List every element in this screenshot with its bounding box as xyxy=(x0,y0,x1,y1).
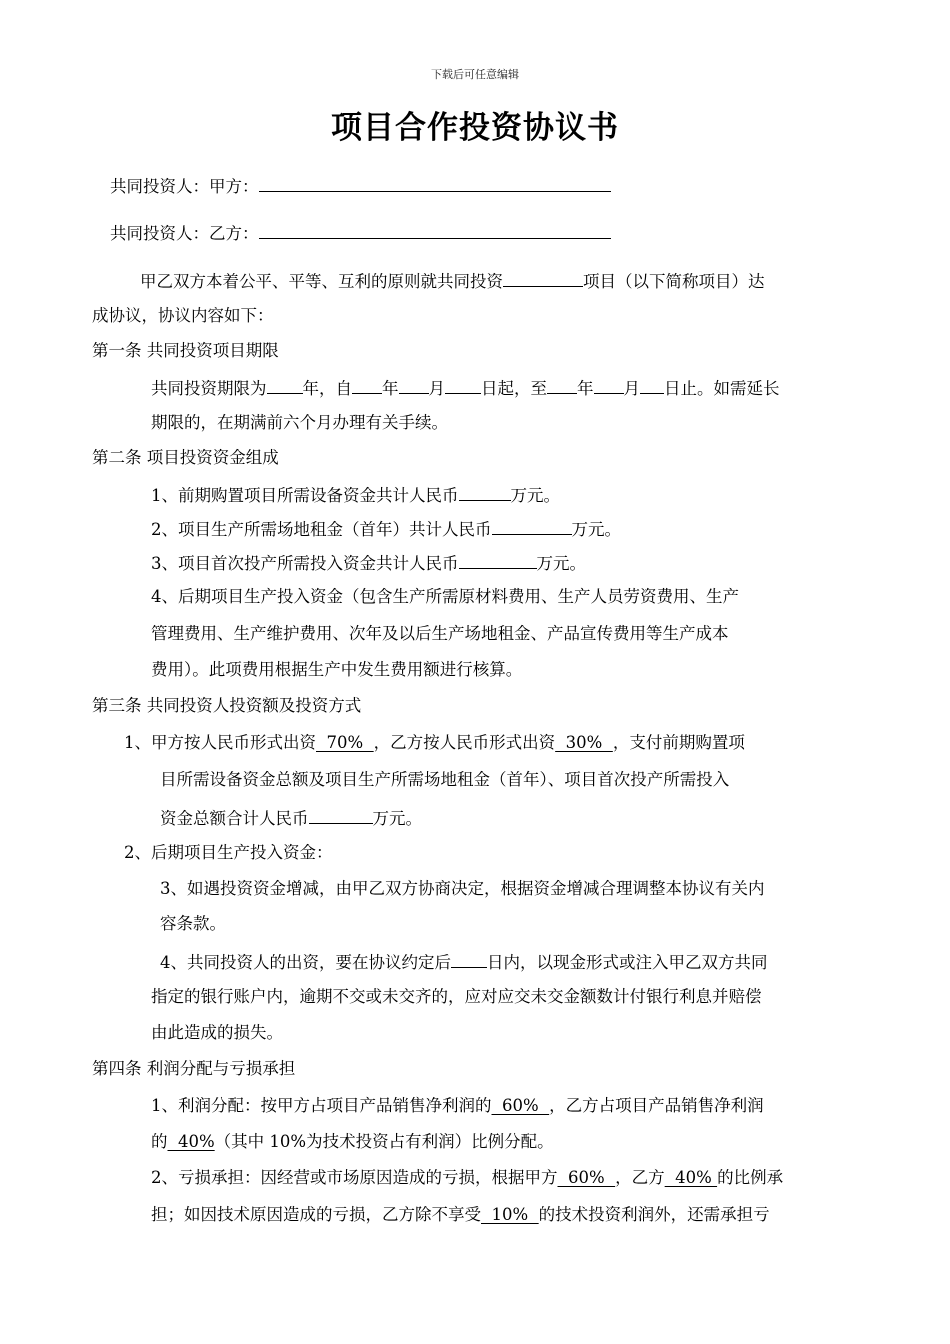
article-3-item-3-line-2: 容条款。 xyxy=(160,914,226,933)
text: 1、利润分配：按甲方占项目产品销售净利润的 xyxy=(151,1096,492,1115)
article-4-heading: 第四条 利润分配与亏损承担 xyxy=(92,1059,296,1078)
project-name-field[interactable] xyxy=(503,267,583,287)
article-4-item-1-line-1 xyxy=(151,1094,764,1118)
party-a-line xyxy=(110,172,611,199)
start-month-field[interactable] xyxy=(399,374,429,394)
text: 日止。如需延长 xyxy=(664,379,780,398)
party-b-share: 30% xyxy=(555,733,613,752)
payment-days-field[interactable] xyxy=(451,948,487,968)
text: ，支付前期购置项 xyxy=(612,733,745,752)
article-2-item-1 xyxy=(151,481,560,508)
article-3-heading: 第三条 共同投资人投资额及投资方式 xyxy=(92,696,362,715)
article-2-item-4-line-1: 4、后期项目生产投入资金（包含生产所需原材料费用、生产人员劳资费用、生产 xyxy=(151,587,739,606)
article-3-item-2: 2、后期项目生产投入资金： xyxy=(124,843,333,862)
text: 1、甲方按人民币形式出资 xyxy=(124,733,316,752)
initial-production-amount-field[interactable] xyxy=(459,549,537,569)
party-b-field[interactable] xyxy=(259,219,611,239)
text: 资金总额合计人民币 xyxy=(160,809,309,828)
text: 4、共同投资人的出资，要在协议约定后 xyxy=(160,953,451,972)
text: 共同投资期限为 xyxy=(151,379,267,398)
text: 年 xyxy=(577,379,594,398)
header-note: 下载后可任意编辑 xyxy=(431,68,519,81)
end-day-field[interactable] xyxy=(640,374,664,394)
article-3-item-1-line-1 xyxy=(124,731,745,755)
article-3-item-1-line-3 xyxy=(160,804,422,831)
equipment-amount-field[interactable] xyxy=(459,481,511,501)
party-a-loss-share: 60% xyxy=(557,1168,616,1187)
start-year-field[interactable] xyxy=(352,374,382,394)
intro-text: 项目（以下简称项目）达 xyxy=(583,272,765,291)
document-title: 项目合作投资协议书 xyxy=(331,110,619,146)
article-3-item-1-line-2: 目所需设备资金总额及项目生产所需场地租金（首年）、项目首次投产所需投入 xyxy=(160,770,730,789)
article-4-item-2-line-2 xyxy=(151,1203,770,1227)
text: 年 xyxy=(382,379,399,398)
rent-amount-field[interactable] xyxy=(492,515,572,535)
text: ，乙方按人民币形式出资 xyxy=(373,733,556,752)
article-1-heading: 第一条 共同投资项目期限 xyxy=(92,341,279,360)
article-1-line-2: 期限的，在期满前六个月办理有关手续。 xyxy=(151,413,448,432)
article-4-item-1-line-2 xyxy=(151,1130,554,1154)
party-b-profit-share: 40% xyxy=(167,1132,215,1151)
intro-line-2: 成协议，协议内容如下： xyxy=(92,306,274,325)
text: 万元。 xyxy=(372,809,422,828)
article-1-line-1 xyxy=(151,374,780,401)
text: 月 xyxy=(428,379,445,398)
party-b-line xyxy=(110,219,611,246)
text: 日内，以现金形式或注入甲乙双方共同 xyxy=(487,953,768,972)
end-month-field[interactable] xyxy=(594,374,624,394)
party-a-share: 70% xyxy=(316,733,374,752)
article-3-item-3-line-1: 3、如遇投资资金增减，由甲乙双方协商决定，根据资金增减合理调整本协议有关内 xyxy=(160,879,765,898)
party-a-field[interactable] xyxy=(259,172,611,192)
party-b-loss-share: 40% xyxy=(664,1168,718,1187)
article-3-item-4-line-1 xyxy=(160,948,768,975)
article-2-item-4-line-2: 管理费用、生产维护费用、次年及以后生产场地租金、产品宣传费用等生产成本 xyxy=(151,624,729,643)
article-2-heading: 第二条 项目投资资金组成 xyxy=(92,448,279,467)
text: ，乙方占项目产品销售净利润 xyxy=(549,1096,764,1115)
intro-text: 甲乙双方本着公平、平等、互利的原则就共同投资 xyxy=(140,272,503,291)
text: 日起，至 xyxy=(481,379,547,398)
text: ，乙方 xyxy=(615,1168,665,1187)
text: （其中 10%为技术投资占有利润）比例分配。 xyxy=(214,1132,554,1151)
text: 的比例承 xyxy=(717,1168,784,1187)
start-day-field[interactable] xyxy=(445,374,481,394)
term-years-field[interactable] xyxy=(267,374,303,394)
text: 2、亏损承担：因经营或市场原因造成的亏损，根据甲方 xyxy=(151,1168,558,1187)
article-2-item-3 xyxy=(151,549,586,576)
article-3-item-4-line-3: 由此造成的损失。 xyxy=(151,1023,283,1042)
article-3-item-4-line-2: 指定的银行账户内，逾期不交或未交齐的，应对应交未交金额数计付银行利息并赔偿 xyxy=(151,987,762,1006)
party-b-label: 共同投资人：乙方： xyxy=(110,224,259,243)
text: 的技术投资利润外，还需承担亏 xyxy=(538,1205,770,1224)
total-amount-field[interactable] xyxy=(309,804,373,824)
text: 1、前期购置项目所需设备资金共计人民币 xyxy=(151,486,459,505)
article-4-item-2-line-1 xyxy=(151,1166,783,1190)
text: 年，自 xyxy=(302,379,352,398)
tech-profit-share: 10% xyxy=(481,1205,539,1224)
intro-line-1 xyxy=(140,267,765,294)
party-a-label: 共同投资人：甲方： xyxy=(110,177,259,196)
article-2-item-2 xyxy=(151,515,621,542)
text: 3、项目首次投产所需投入资金共计人民币 xyxy=(151,554,459,573)
text: 2、项目生产所需场地租金（首年）共计人民币 xyxy=(151,520,492,539)
text: 万元。 xyxy=(536,554,586,573)
party-a-profit-share: 60% xyxy=(491,1096,550,1115)
text: 万元。 xyxy=(571,520,621,539)
text: 月 xyxy=(623,379,640,398)
text: 担；如因技术原因造成的亏损，乙方除不享受 xyxy=(151,1205,481,1224)
text: 的 xyxy=(151,1132,168,1151)
text: 万元。 xyxy=(510,486,560,505)
end-year-field[interactable] xyxy=(547,374,577,394)
article-2-item-4-line-3: 费用）。此项费用根据生产中发生费用额进行核算。 xyxy=(151,660,523,679)
